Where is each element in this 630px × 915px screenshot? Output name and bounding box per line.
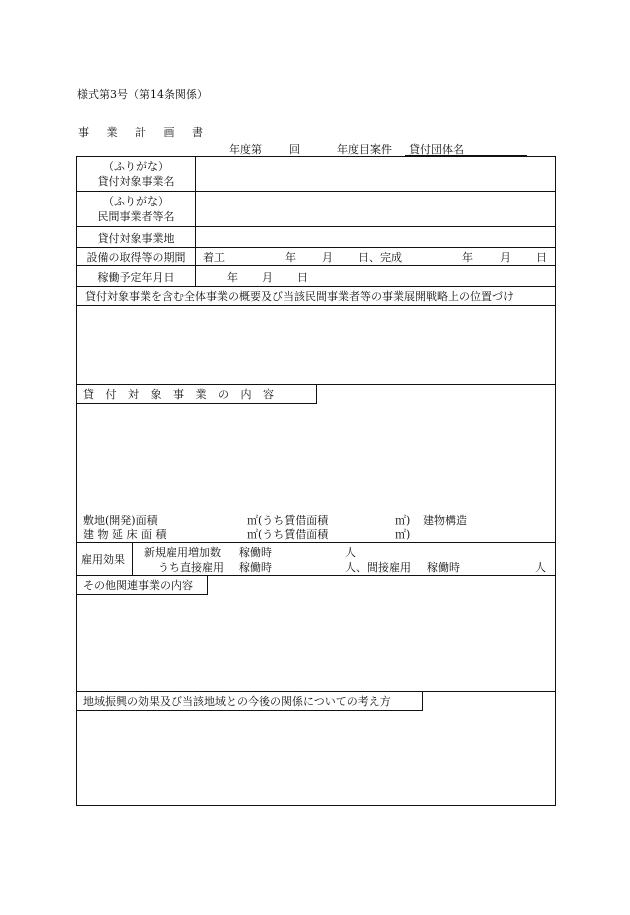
- direct-operation-label: 稼働時: [239, 561, 272, 574]
- floor-rent-area-label: ㎡(うち賃借面積: [247, 528, 329, 541]
- site-area-label: 敷地(開発)面積: [83, 514, 158, 527]
- new-hires-persons-label: 人: [345, 546, 356, 559]
- complete-day-label: 日: [536, 251, 547, 264]
- building-structure-label: 建物構造: [423, 514, 467, 527]
- operation-date-label: 稼働予定年月日: [97, 271, 175, 284]
- operation-month-label: 月: [262, 271, 273, 284]
- project-name-label: 貸付対象事業名: [97, 175, 175, 188]
- furigana-label-1: （ふりがな）: [103, 160, 169, 173]
- start-year-label: 年: [285, 251, 296, 264]
- project-location-label: 貸付対象事業地: [97, 232, 175, 245]
- indirect-hires-label: 人、間接雇用: [345, 561, 411, 574]
- indirect-persons-label: 人: [535, 561, 546, 574]
- form-number: 様式第3号（第14条関係）: [77, 88, 208, 101]
- complete-month-label: 月: [500, 251, 511, 264]
- lending-group-label: 貸付団体名: [409, 143, 464, 156]
- start-day-complete-label: 日、完成: [358, 251, 402, 264]
- direct-hires-label: うち直接雇用: [158, 561, 224, 574]
- start-month-label: 月: [322, 251, 333, 264]
- employment-effect-label: 雇用効果: [81, 553, 125, 566]
- overview-section-header: 貸付対象事業を含む全体事業の概要及び当該民間事業者等の事業展開戦略上の位置づけ: [85, 290, 514, 303]
- site-rent-area-label: ㎡(うち賃借面積: [247, 514, 329, 527]
- indirect-operation-label: 稼働時: [427, 561, 460, 574]
- floor-area-label: 建 物 延 床 面 積: [83, 528, 167, 541]
- new-hires-operation-label: 稼働時: [239, 546, 272, 559]
- new-hires-label: 新規雇用増加数: [144, 546, 221, 559]
- operation-year-label: 年: [227, 271, 238, 284]
- content-section-header: 貸 付 対 象 事 業 の 内 容: [77, 384, 317, 404]
- operation-day-label: 日: [297, 271, 308, 284]
- furigana-label-2: （ふりがな）: [103, 195, 169, 208]
- complete-year-label: 年: [462, 251, 473, 264]
- construction-start-label: 着工: [203, 251, 225, 264]
- round-label: 回: [289, 143, 300, 156]
- acquisition-period-label: 設備の取得等の期間: [86, 251, 186, 264]
- document-title: 事 業 計 画 書: [78, 126, 210, 139]
- plan-form-table: [76, 156, 556, 806]
- year-case-label: 年度目案件: [337, 143, 392, 156]
- private-operator-label: 民間事業者等名: [97, 210, 175, 223]
- site-area-close: ㎡): [395, 514, 411, 527]
- fiscal-year-label: 年度第: [229, 143, 262, 156]
- floor-area-close: ㎡): [395, 528, 411, 541]
- regional-section-header: 地域振興の効果及び当該地域との今後の関係についての考え方: [77, 691, 423, 711]
- related-section-header: その他関連事業の内容: [77, 575, 208, 595]
